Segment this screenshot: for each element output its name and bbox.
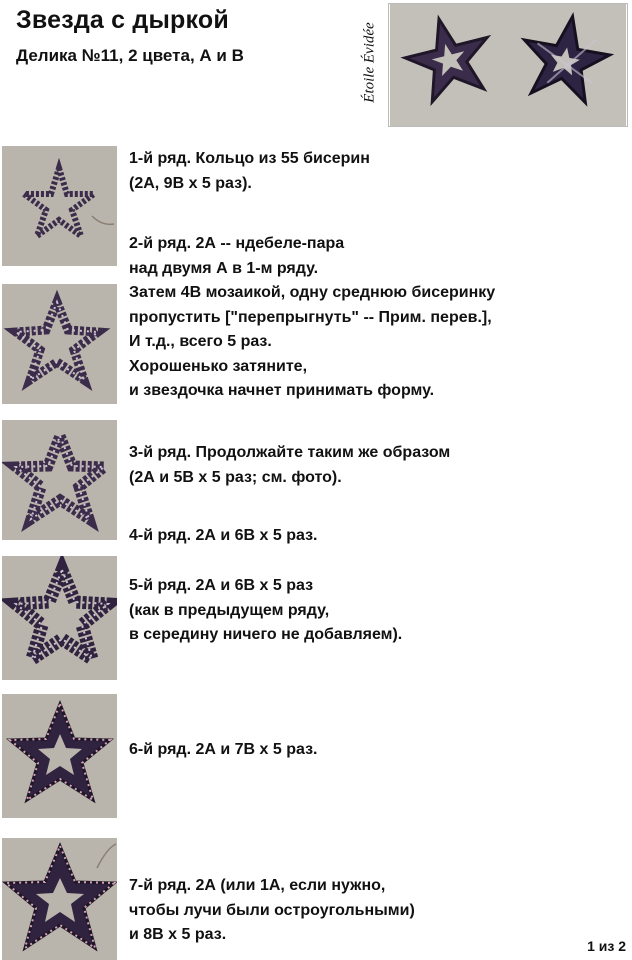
page-title: Звезда с дыркой	[16, 6, 229, 34]
vertical-label: Étoile Évidée	[361, 21, 378, 103]
row-1-photo	[2, 146, 117, 266]
row-7-photo	[2, 838, 117, 960]
page-subtitle: Делика №11, 2 цвета, А и В	[16, 46, 244, 65]
row-5-instruction: 5-й ряд. 2А и 6В х 5 раз (как в предыдущем ряду, в середину ничего не добавляем).	[129, 577, 403, 643]
row-2-instruction: 2-й ряд. 2А -- ндебеле-пара над двумя А в 1-м ряду. Затем 4В мозаикой, одну среднюю бисеринку пропустить ["перепрыгнуть" -- Прим. перев.], И т.д., всего 5 раз. Хорошенько затяните, и звездочка начнет принимать форму.	[129, 235, 496, 399]
row-1-instruction: 1-й ряд. Кольцо из 55 бисерин (2А, 9В х 5 раз).	[129, 150, 370, 192]
finished-stars-image	[389, 4, 627, 126]
row-3-photo	[2, 420, 117, 540]
row-4-instruction: 4-й ряд. 2А и 6В х 5 раз.	[129, 527, 318, 544]
row-5-photo	[2, 556, 117, 680]
row-6-instruction: 6-й ряд. 2А и 7В х 5 раз.	[129, 741, 318, 758]
header-photo	[388, 3, 628, 127]
row-2-photo	[2, 284, 117, 404]
row-6-photo	[2, 694, 117, 818]
page-number: 1 из 2	[587, 938, 626, 954]
row-7-instruction: 7-й ряд. 2А (или 1А, если нужно, чтобы лучи были остроугольными) и 8В х 5 раз.	[129, 877, 415, 943]
row-3-instruction: 3-й ряд. Продолжайте таким же образом (2А и 5В х 5 раз; см. фото).	[129, 444, 451, 486]
